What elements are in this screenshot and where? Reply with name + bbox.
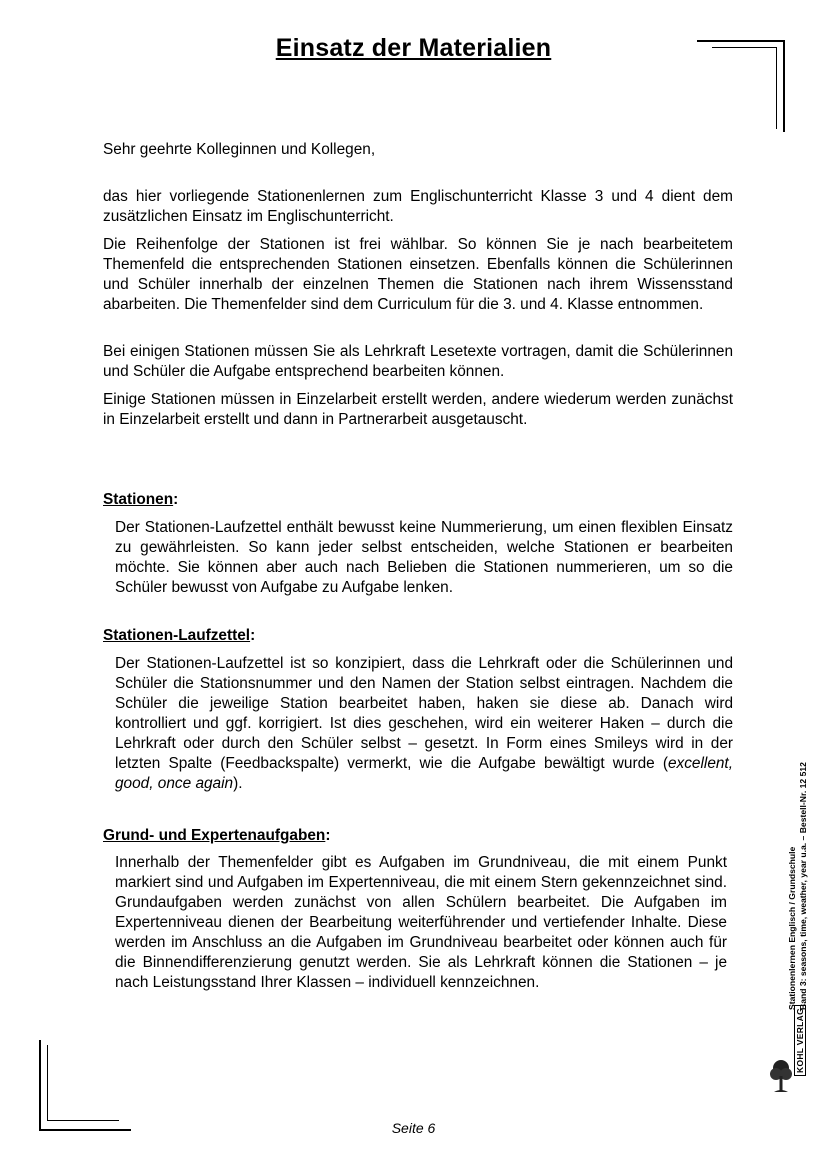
section-heading-laufzettel-label: Stationen-Laufzettel bbox=[103, 627, 251, 644]
intro-paragraph-4: Einige Stationen müssen in Einzelarbeit erstellt werden, andere wiederum werden zunächst in Einzelarbeit erstellt und dann in Partnerarbeit ausgetauscht. bbox=[103, 391, 733, 428]
volume-and-order-number: Band 3: seasons, time, weather, year u.a. – Bestell-Nr. 12 512 bbox=[798, 762, 808, 1010]
intro-paragraph-3: Bei einigen Stationen müssen Sie als Lehrkraft Lesetexte vortragen, damit die Schülerinnen und Schüler die Aufgabe entsprechend bearbeiten können. bbox=[103, 343, 733, 380]
intro-paragraph-1: das hier vorliegende Stationenlernen zum Englischunterricht Klasse 3 und 4 dient dem zusätzlichen Einsatz im Englischunterricht. bbox=[103, 188, 733, 225]
heading-colon: : bbox=[325, 827, 331, 844]
section-text-laufzettel-end: ). bbox=[233, 775, 243, 792]
publisher-name: KOHL VERLAG bbox=[794, 1005, 806, 1076]
series-title: Stationenlernen Englisch / Grundschule bbox=[787, 846, 797, 1010]
greeting: Sehr geehrte Kolleginnen und Kollegen, bbox=[103, 141, 376, 158]
section-heading-aufgaben-label: Grund- und Expertenaufgaben bbox=[103, 827, 326, 844]
page-title: Einsatz der Materialien bbox=[275, 34, 552, 62]
heading-colon: : bbox=[250, 627, 256, 644]
publisher-logo bbox=[770, 1007, 806, 1096]
publication-info bbox=[787, 762, 809, 1010]
section-text-laufzettel bbox=[115, 654, 733, 794]
section-heading-stationen bbox=[103, 490, 178, 510]
feedback-examples: excellent, good, once again bbox=[115, 755, 733, 792]
section-text-stationen: Der Stationen-Laufzettel enthält bewusst keine Nummerierung, um einen flexiblen Einsatz zu gewährleisten. So kann jeder selbst entscheiden, welche Stationen er bearbeiten möchte. Sie können aber auch nach Belieben die Stationen nummerieren, um so die Schüler bewusst von Aufgabe zu Aufgabe lenken. bbox=[115, 519, 733, 596]
section-text-laufzettel-main: Der Stationen-Laufzettel ist so konzipiert, dass die Lehrkraft oder die Schülerinnen und Schüler die Stationsnummer und den Namen der Station selbst eintragen. Nachdem die Schüler die jeweilige Station bearbeitet haben, haken sie diese ab. Danach wird kontrolliert und ggf. korrigiert. Ist dies geschehen, wird ein weiterer Haken – durch die Lehrkraft oder durch den Schüler selbst – gesetzt. In Form eines Smileys wird in der letzten Spalte (Feedbackspalte) vermerkt, wie die Aufgabe bewältigt wurde ( bbox=[115, 655, 733, 772]
tree-icon bbox=[770, 1058, 792, 1094]
section-heading-aufgaben bbox=[103, 826, 330, 846]
intro-paragraph-2: Die Reihenfolge der Stationen ist frei wählbar. So können Sie je nach bearbeitetem Themenfeld die entsprechenden Stationen einsetzen. Ebenfalls können die Schülerinnen und Schüler innerhalb der einzelnen Themen die Stationen nach ihrem Wissensstand abarbeiten. Die Themenfelder sind dem Curriculum für die 3. und 4. Klasse entnommen. bbox=[103, 236, 733, 313]
heading-colon: : bbox=[173, 491, 179, 508]
section-heading-laufzettel bbox=[103, 626, 255, 646]
page-number: Seite 6 bbox=[391, 1120, 436, 1136]
section-text-aufgaben: Innerhalb der Themenfelder gibt es Aufgaben im Grundniveau, die mit einem Punkt markiert sind und Aufgaben im Expertenniveau, die mit einem Stern gekennzeichnet sind. Grundaufgaben werden zunächst von allen Schülern bearbeitet. Die Aufgaben im Expertenniveau dienen der Bearbeitung weiterführender und vertiefender Inhalte. Diese werden im Anschluss an die Aufgaben im Grundniveau bearbeitet oder können auch für die Binnendifferenzierung genutzt werden. Sie als Lehrkraft können die Stationen – je nach Leistungsstand Ihrer Klassen – individuell kennzeichnen. bbox=[115, 854, 727, 991]
decorative-corner-bottom-left-inner bbox=[47, 1045, 119, 1121]
section-heading-stationen-label: Stationen bbox=[103, 491, 174, 508]
